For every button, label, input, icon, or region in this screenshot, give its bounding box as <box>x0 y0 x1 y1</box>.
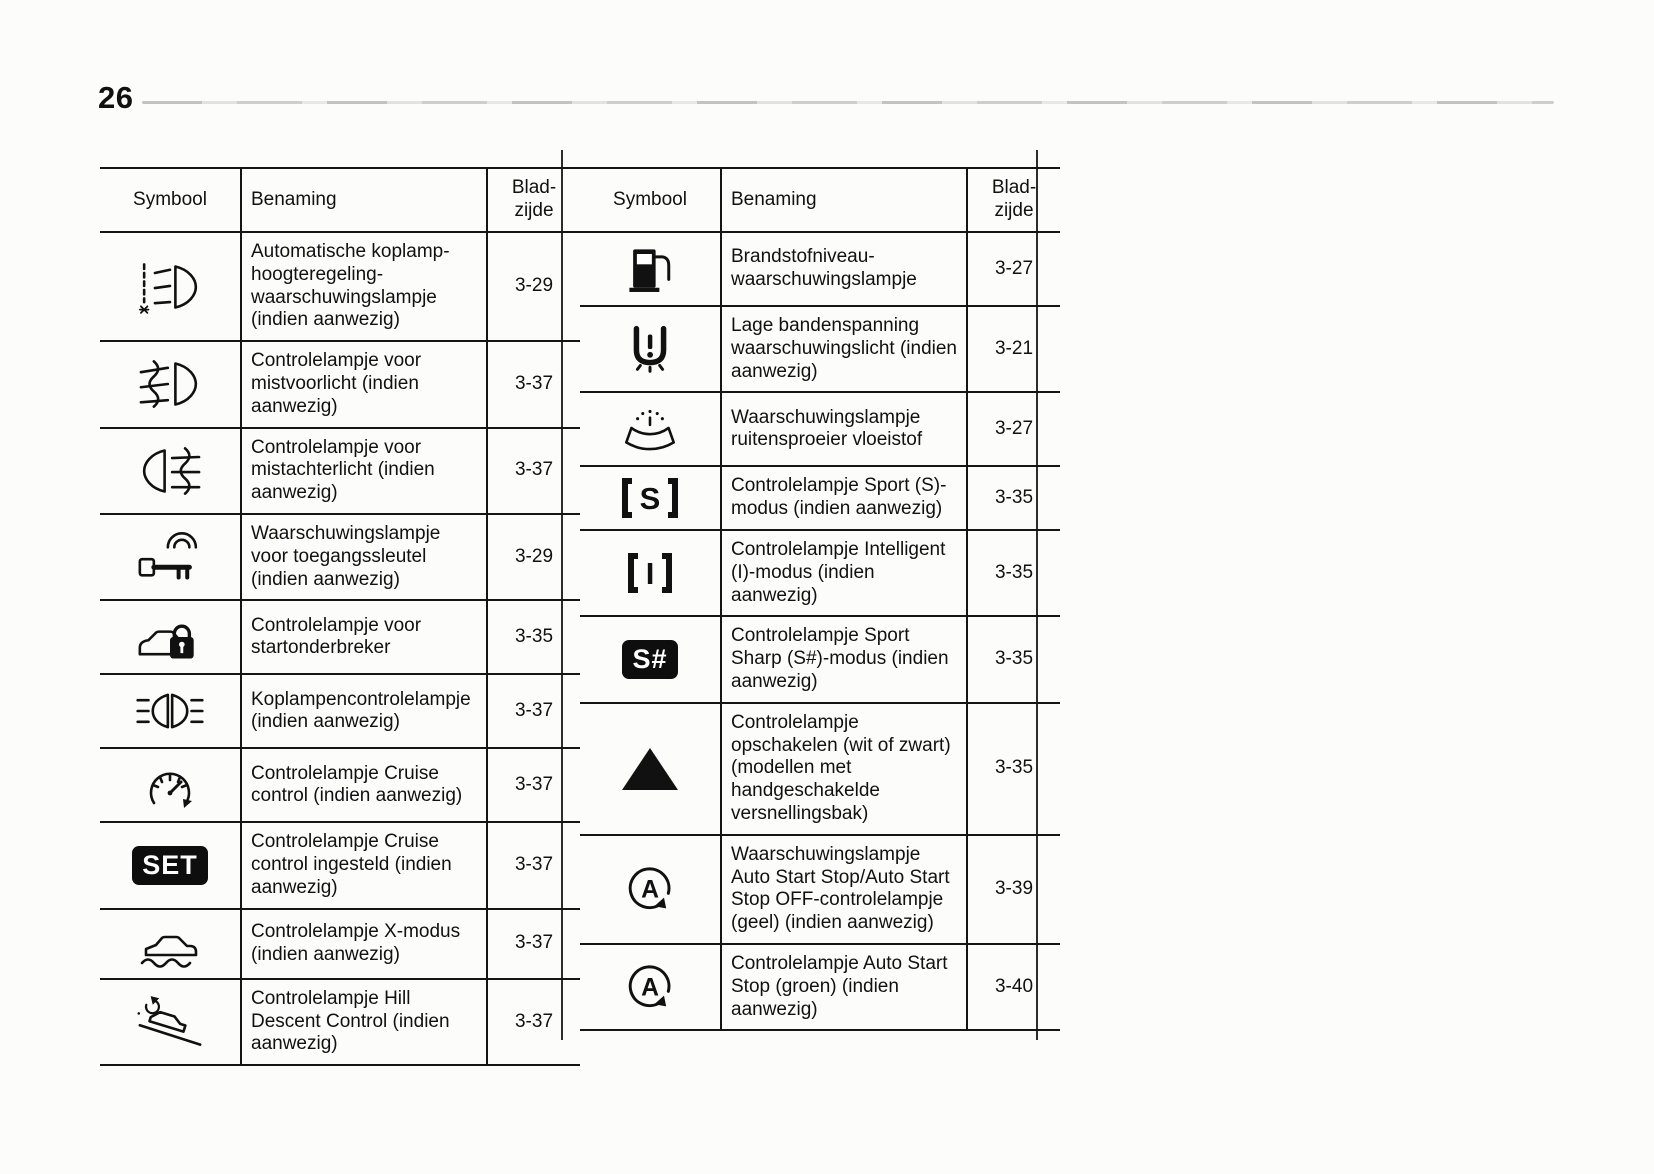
page-ref: 3-21 <box>967 306 1060 392</box>
symbol-column-header: Symbool <box>580 168 721 232</box>
page-number: 26 <box>98 80 134 115</box>
auto-headlight-leveling-icon <box>135 259 205 315</box>
indicator-name: Controlelampje voor mistvoorlicht (indien aanwezig) <box>241 341 487 427</box>
left-bracket-glyph <box>622 478 632 518</box>
page-column-header: Blad-zijde <box>487 168 580 232</box>
page-ref: 3-37 <box>487 979 580 1065</box>
right-bracket-glyph <box>668 478 678 518</box>
indicator-name: Waarschuwingslampje ruitensproeier vloeistof <box>721 392 967 466</box>
right-indicator-table <box>580 167 1060 1031</box>
table-row <box>100 600 580 674</box>
table-row <box>100 979 580 1065</box>
page-ref: 3-29 <box>487 232 580 341</box>
svg-text:A: A <box>641 974 659 1002</box>
indicator-name: Controlelampje Intelligent (I)-modus (indien aanwezig) <box>721 530 967 616</box>
page-ref: 3-27 <box>967 232 1060 306</box>
page-ref: 3-40 <box>967 944 1060 1030</box>
table-header-row <box>100 168 580 232</box>
auto-start-stop-warning-icon <box>621 861 679 917</box>
page-ref: 3-37 <box>487 428 580 514</box>
indicator-name: Brandstofniveau-waarschuwingslampje <box>721 232 967 306</box>
indicator-name: Controlelampje Hill Descent Control (indien aanwezig) <box>241 979 487 1065</box>
table-row <box>100 822 580 908</box>
symbol-column-header: Symbool <box>100 168 241 232</box>
front-fog-light-icon <box>135 356 205 412</box>
table-row <box>100 748 580 822</box>
washer-fluid-warning-icon <box>617 401 683 457</box>
indicator-name: Controlelampje voor mistachterlicht (indien aanwezig) <box>241 428 487 514</box>
immobilizer-icon <box>135 609 205 665</box>
low-tire-pressure-icon <box>619 320 681 378</box>
left-indicator-table <box>100 167 580 1066</box>
table-row <box>580 530 1060 616</box>
indicator-name: Controlelampje Cruise control (indien aanwezig) <box>241 748 487 822</box>
fuel-level-warning-icon <box>620 241 680 297</box>
page-ref: 3-37 <box>487 341 580 427</box>
intelligent-mode-icon: I <box>628 553 673 593</box>
left-indicator-table-wrap <box>100 167 557 1066</box>
access-key-warning-icon <box>135 529 205 585</box>
table-row <box>100 428 580 514</box>
table-row <box>580 703 1060 835</box>
indicator-name: Controlelampje Auto Start Stop (groen) (indien aanwezig) <box>721 944 967 1030</box>
page-ref: 3-37 <box>487 909 580 979</box>
right-indicator-table-wrap <box>580 167 1037 1031</box>
indicator-name: Koplampencontrolelampje (indien aanwezig) <box>241 674 487 748</box>
indicator-name: Lage bandenspanning waarschuwingslicht (indien aanwezig) <box>721 306 967 392</box>
page-ref: 3-35 <box>967 703 1060 835</box>
table-row <box>580 306 1060 392</box>
table-header-row <box>580 168 1060 232</box>
page-ref: 3-29 <box>487 514 580 600</box>
page-ref: 3-37 <box>487 822 580 908</box>
table-row <box>580 466 1060 530</box>
table-row <box>580 232 1060 306</box>
name-column-header: Benaming <box>241 168 487 232</box>
indicator-name: Controlelampje X-modus (indien aanwezig) <box>241 909 487 979</box>
indicator-name: Controlelampje voor startonderbreker <box>241 600 487 674</box>
table-row <box>100 341 580 427</box>
cruise-control-icon <box>138 757 202 813</box>
page-ref: 3-35 <box>967 616 1060 702</box>
right-bracket-glyph <box>662 553 672 593</box>
indicator-name: Controlelampje opschakelen (wit of zwart) (modellen met handgeschakelde versnellingsbak) <box>721 703 967 835</box>
auto-start-stop-indicator-icon <box>621 959 679 1015</box>
cruise-control-set-icon: SET <box>132 846 208 885</box>
table-row <box>580 616 1060 702</box>
left-bracket-glyph <box>628 553 638 593</box>
table-row <box>100 514 580 600</box>
x-mode-icon <box>135 918 205 970</box>
page-ref: 3-35 <box>967 530 1060 616</box>
page-ref: 3-27 <box>967 392 1060 466</box>
name-column-header: Benaming <box>721 168 967 232</box>
indicator-name: Controlelampje Sport Sharp (S#)-modus (indien aanwezig) <box>721 616 967 702</box>
indicator-name: Waarschuwingslampje voor toegangssleutel (indien aanwezig) <box>241 514 487 600</box>
table-row <box>580 944 1060 1030</box>
upshift-indicator-icon <box>622 748 678 790</box>
sport-mode-icon: S <box>622 478 679 518</box>
indicator-name: Controlelampje Cruise control ingesteld (indien aanwezig) <box>241 822 487 908</box>
page-ref: 3-35 <box>487 600 580 674</box>
svg-text:A: A <box>641 876 659 904</box>
sport-sharp-mode-icon: S# <box>622 640 677 679</box>
headlight-indicator-icon <box>135 683 205 739</box>
table-row <box>100 232 580 341</box>
indicator-name: Automatische koplamp-hoogteregeling-waarschuwingslampje (indien aanwezig) <box>241 232 487 341</box>
rear-fog-light-icon <box>135 443 205 499</box>
page-ref: 3-35 <box>967 466 1060 530</box>
table-row <box>580 835 1060 944</box>
page-ref: 3-37 <box>487 748 580 822</box>
header-divider-rule <box>142 101 1554 104</box>
hill-descent-control-icon <box>135 994 205 1050</box>
table-row <box>100 674 580 748</box>
indicator-name: Controlelampje Sport (S)-modus (indien aanwezig) <box>721 466 967 530</box>
table-row <box>100 909 580 979</box>
indicator-name: Waarschuwingslampje Auto Start Stop/Auto Start Stop OFF-controlelampje (geel) (indien aanwezig) <box>721 835 967 944</box>
page-ref: 3-37 <box>487 674 580 748</box>
page-column-header: Blad-zijde <box>967 168 1060 232</box>
table-row <box>580 392 1060 466</box>
page-ref: 3-39 <box>967 835 1060 944</box>
